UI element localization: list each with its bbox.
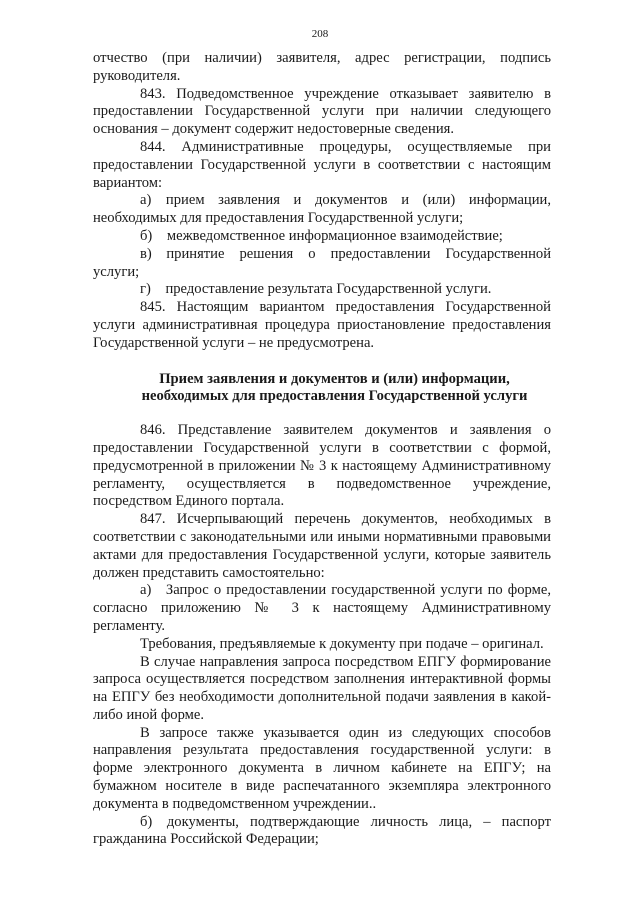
- paragraph-846: 846. Представление заявителем документов и заявления о предоставлении Государственной услуги в соответствии с формой, предусмотренной в приложении № 3 к настоящему Административному регламенту, осуществляется в подведомственное учреждение, посредством Единого портала.: [93, 422, 551, 510]
- paragraph-843: 843. Подведомственное учреждение отказывает заявителю в предоставлении Государственной услуги при наличии следующего основания – документ содержит недостоверные сведения.: [93, 85, 551, 138]
- paragraph-847: 847. Исчерпывающий перечень документов, необходимых в соответствии с законодательными или иными нормативными правовыми актами для предоставления Государственной услуги, которые заявитель должен представить самостоятельно:: [93, 511, 551, 581]
- list-item-v: в) принятие решения о предоставлении Государственной услуги;: [93, 245, 551, 280]
- page-number: 208: [311, 28, 329, 40]
- paragraph-epgu: В случае направления запроса посредством ЕПГУ формирование запроса осуществляется посредством заполнения интерактивной формы на ЕПГУ без необходимости дополнительной подачи заявления в какой-либо иной форме.: [93, 653, 551, 723]
- section-heading: Прием заявления и документов и (или) информации, необходимых для предоставления Государственной услуги: [141, 370, 528, 405]
- paragraph-844: 844. Административные процедуры, осуществляемые при предоставлении Государственной услуги в соответствии с настоящим вариантом:: [93, 138, 551, 191]
- paragraph-result-method: В запросе также указывается один из следующих способов направления результата предоставления государственной услуги: в форме электронного документа в личном кабинете на ЕПГУ; на бумажном носителе в виде распечатанного экземпляра электронного документа в подведомственном учреждении..: [93, 724, 551, 812]
- paragraph-845: 845. Настоящим вариантом предоставления Государственной услуги административная процедура приостановление предоставления Государственной услуги – не предусмотрена.: [93, 299, 551, 351]
- list-item-a: а) прием заявления и документов и (или) информации, необходимых для предоставления Государственной услуги;: [93, 192, 551, 227]
- list-item-b-2: б) документы, подтверждающие личность лица, – паспорт гражданина Российской Федерации;: [93, 813, 551, 848]
- document-body: [93, 50, 551, 849]
- paragraph: отчество (при наличии) заявителя, адрес регистрации, подпись руководителя.: [93, 50, 551, 84]
- paragraph-requirements: Требования, предъявляемые к документу при подаче – оригинал.: [140, 635, 544, 652]
- list-item-g: г) предоставление результата Государственной услуги.: [140, 281, 492, 298]
- list-item-a-2: а) Запрос о предоставлении государственной услуги по форме, согласно приложению № 3 к настоящему Административному регламенту.: [93, 582, 551, 634]
- list-item-b: б) межведомственное информационное взаимодействие;: [140, 227, 503, 244]
